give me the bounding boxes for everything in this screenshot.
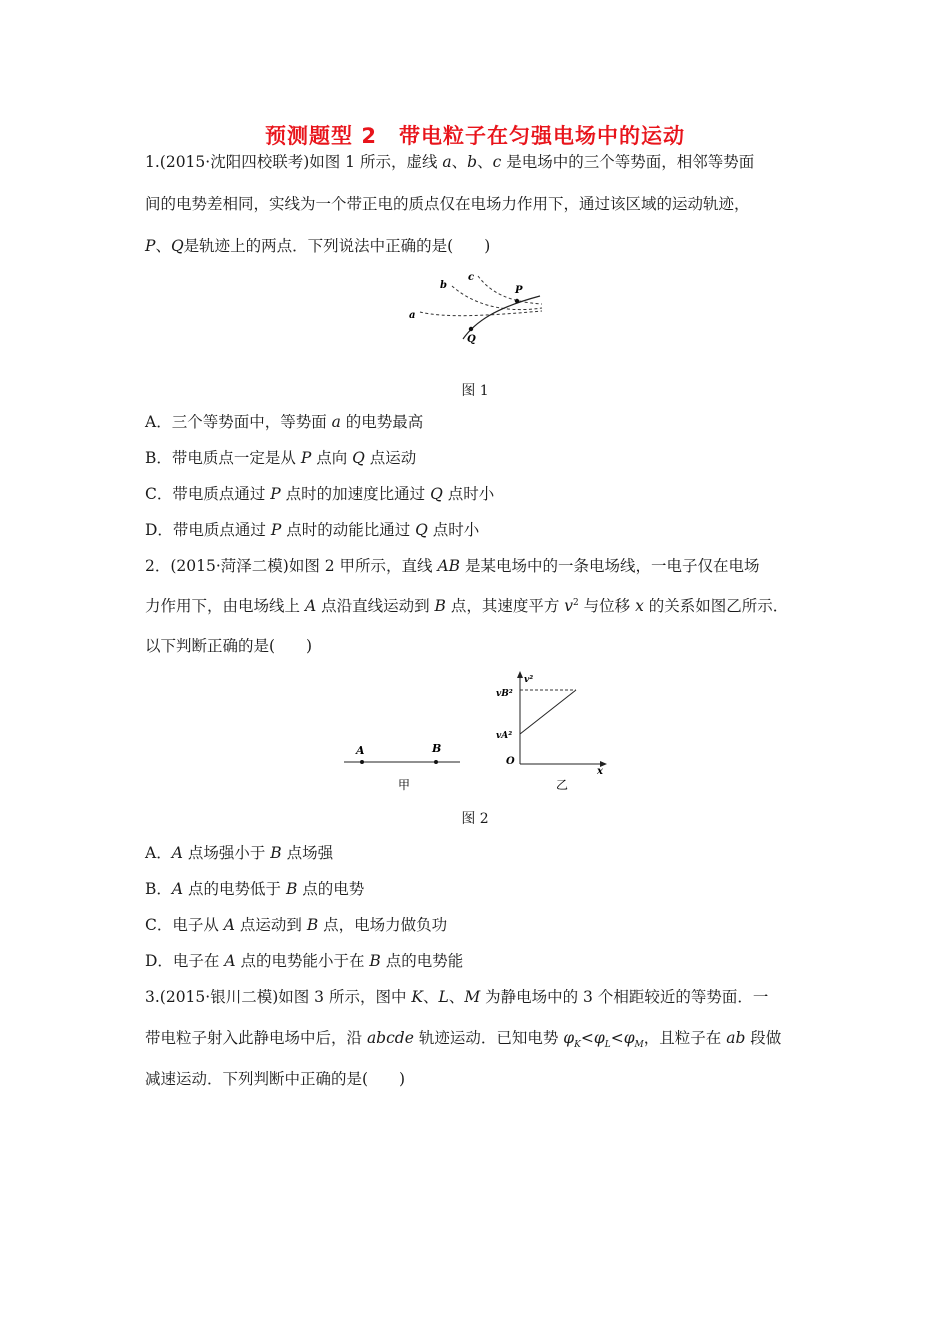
label-jia: 甲 (398, 778, 411, 792)
q2-line1: 2．(2015·菏泽二模)如图 2 甲所示，直线 AB 是某电场中的一条电场线，一电子仅在电场 (145, 557, 760, 575)
equipotential-c (478, 276, 542, 304)
figure-2 (340, 668, 620, 796)
q2-line3: 以下判断正确的是( ) (145, 637, 313, 655)
q2-line2: 力作用下，由电场线上 A 点沿直线运动到 B 点，其速度平方 $v^2$ 与位移 x 的关系如图乙所示． (145, 597, 789, 615)
q2-option-d: D．电子在 A 点的电势能小于在 B 点的电势能 (145, 952, 464, 970)
point-p (515, 299, 519, 303)
label-q: Q (467, 334, 476, 345)
equipotential-b (452, 286, 542, 310)
label-vA2: vA² (496, 731, 513, 741)
q1-option-d: D．带电质点通过 P 点时的动能比通过 Q 点时小 (145, 521, 480, 539)
q3-line2: 带电粒子射入此静电场中后，沿 abcde 轨迹运动．已知电势 $\varphi_K<\varphi_L<\varphi_M$，且粒子在 ab 段做 (145, 1029, 782, 1051)
q1-line3: P、Q是轨迹上的两点．下列说法中正确的是( ) (145, 237, 491, 255)
label-x: x (597, 766, 603, 777)
point-b (434, 760, 438, 764)
label-c: c (468, 272, 475, 283)
label-yi: 乙 (556, 778, 569, 792)
page-title (0, 120, 950, 150)
y-axis-arrow (517, 671, 523, 678)
label-O: O (506, 756, 515, 767)
q1-option-a: A．三个等势面中，等势面 a 的电势最高 (145, 413, 424, 431)
q3-line3: 减速运动．下列判断中正确的是( ) (145, 1070, 406, 1088)
label-vB2: vB² (496, 689, 513, 699)
figure-1-caption: 图 1 (461, 383, 489, 399)
title-part1: 预测题型 2 (265, 124, 377, 148)
q2-option-a: A．A 点场强小于 B 点场强 (145, 844, 334, 862)
label-v2: v² (524, 675, 534, 685)
label-a: a (409, 310, 416, 321)
figure-2-caption: 图 2 (461, 811, 489, 827)
label-B: B (432, 742, 442, 755)
title-part2: 带电粒子在匀强电场中的运动 (398, 124, 685, 148)
q1-option-b: B．带电质点一定是从 P 点向 Q 点运动 (145, 449, 417, 467)
q3-line1: 3.(2015·银川二模)如图 3 所示，图中 K、L、M 为静电场中的 3 个相距较近的等势面．一 (145, 988, 769, 1006)
q2-option-c: C．电子从 A 点运动到 B 点，电场力做负功 (145, 916, 448, 934)
equipotential-a (420, 311, 542, 316)
q1-option-c: C．带电质点通过 P 点时的加速度比通过 Q 点时小 (145, 485, 495, 503)
q2-option-b: B．A 点的电势低于 B 点的电势 (145, 880, 365, 898)
figure-1-equipotential (400, 266, 560, 350)
v2-x-line (520, 690, 576, 734)
point-q (469, 327, 473, 331)
point-a (360, 760, 364, 764)
label-b: b (440, 280, 447, 291)
label-p: P (515, 285, 523, 296)
label-A: A (356, 744, 365, 757)
q1-line2: 间的电势差相同，实线为一个带正电的质点仅在电场力作用下，通过该区域的运动轨迹， (145, 195, 750, 213)
q1-line1: 1.(2015·沈阳四校联考)如图 1 所示，虚线 a、b、c 是电场中的三个等势面，相邻等势面 (145, 153, 755, 171)
trajectory (463, 296, 540, 339)
